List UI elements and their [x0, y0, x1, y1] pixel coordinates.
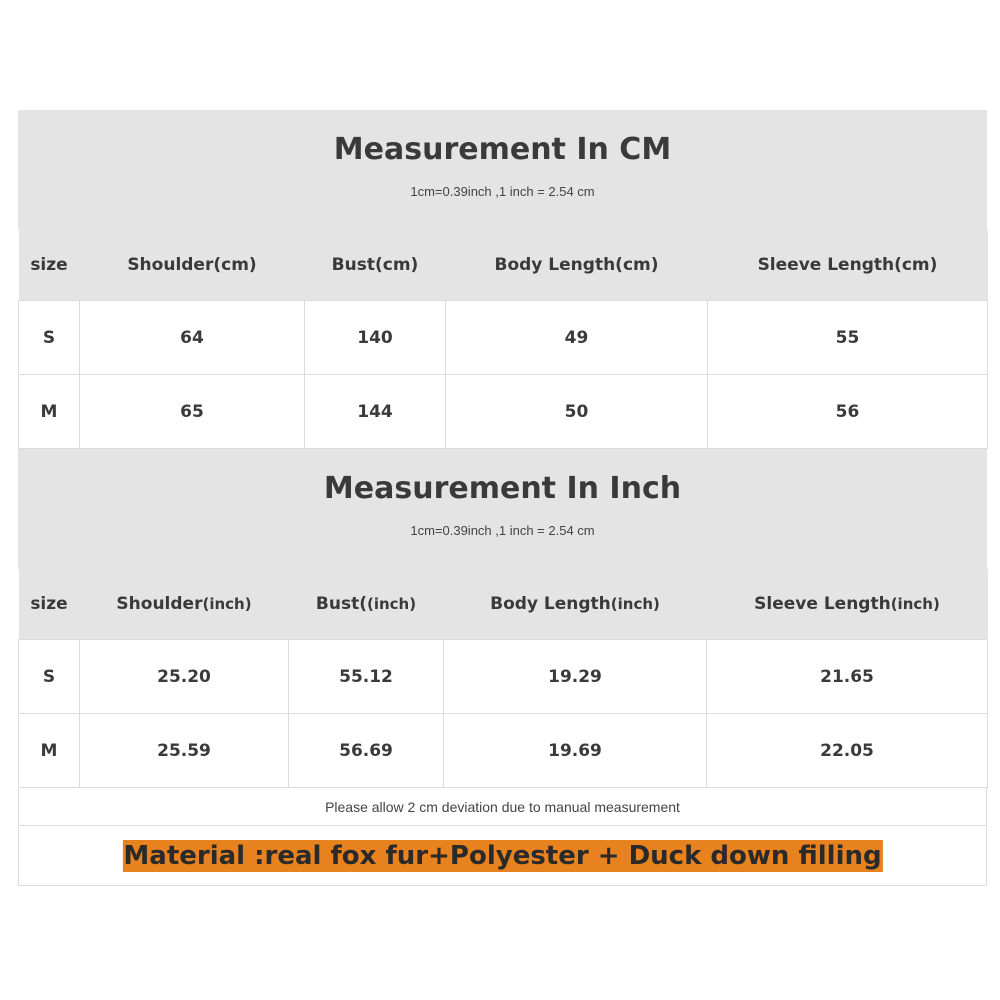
header-body-length: Body Length(cm) — [446, 230, 708, 301]
header-bust-unit: (inch) — [366, 595, 417, 613]
header-bust — [289, 569, 444, 640]
inch-section-title: Measurement In Inch — [323, 471, 682, 506]
cell-bust: 56.69 — [289, 714, 444, 788]
cell-bust: 55.12 — [289, 640, 444, 714]
header-body-length — [444, 569, 707, 640]
header-bust: Bust(cm) — [305, 230, 446, 301]
cell-shoulder: 64 — [80, 301, 305, 375]
cell-size: S — [19, 301, 80, 375]
header-size-label: size — [30, 594, 68, 614]
cell-sleeve-length: 22.05 — [707, 714, 988, 788]
cell-body-length: 50 — [446, 375, 708, 449]
cm-conversion-note: 1cm=0.39inch ,1 inch = 2.54 cm — [410, 184, 595, 199]
cell-size: M — [19, 714, 80, 788]
cell-sleeve-length: 21.65 — [707, 640, 988, 714]
header-shoulder: Shoulder(cm) — [80, 230, 305, 301]
cm-header-row — [19, 230, 988, 301]
header-sleeve-length — [707, 569, 988, 640]
inch-table — [18, 569, 988, 788]
material-row — [18, 826, 987, 886]
header-size: size — [19, 230, 80, 301]
cm-section-header — [18, 110, 987, 230]
deviation-note: Please allow 2 cm deviation due to manual measurement — [18, 788, 987, 826]
cell-bust: 144 — [305, 375, 446, 449]
inch-header-row — [19, 569, 988, 640]
header-bust-label: Bust( — [315, 594, 367, 614]
cell-shoulder: 65 — [80, 375, 305, 449]
cell-sleeve-length: 55 — [708, 301, 988, 375]
cm-table — [18, 230, 988, 449]
table-row — [19, 640, 988, 714]
inch-conversion-note: 1cm=0.39inch ,1 inch = 2.54 cm — [410, 523, 595, 538]
material-label: Material :real fox fur+Polyester + Duck down filling — [123, 841, 882, 871]
header-body-length-label: Body Length — [490, 594, 611, 614]
cell-shoulder: 25.59 — [80, 714, 289, 788]
size-chart — [18, 110, 987, 886]
cell-sleeve-length: 56 — [708, 375, 988, 449]
table-row — [19, 714, 988, 788]
header-shoulder — [80, 569, 289, 640]
header-body-length-unit: (inch) — [610, 595, 660, 613]
cell-size: S — [19, 640, 80, 714]
cm-section-title: Measurement In CM — [333, 132, 672, 167]
cell-shoulder: 25.20 — [80, 640, 289, 714]
header-sleeve-length: Sleeve Length(cm) — [708, 230, 988, 301]
header-sleeve-length-label: Sleeve Length — [754, 594, 891, 614]
header-shoulder-unit: (inch) — [202, 595, 252, 613]
table-row — [19, 375, 988, 449]
header-shoulder-label: Shoulder — [116, 594, 203, 614]
cell-size: M — [19, 375, 80, 449]
cell-body-length: 19.29 — [444, 640, 707, 714]
table-row — [19, 301, 988, 375]
header-size — [19, 569, 80, 640]
header-sleeve-length-unit: (inch) — [890, 595, 940, 613]
cell-body-length: 19.69 — [444, 714, 707, 788]
cell-bust: 140 — [305, 301, 446, 375]
inch-section-header — [18, 449, 987, 569]
cell-body-length: 49 — [446, 301, 708, 375]
